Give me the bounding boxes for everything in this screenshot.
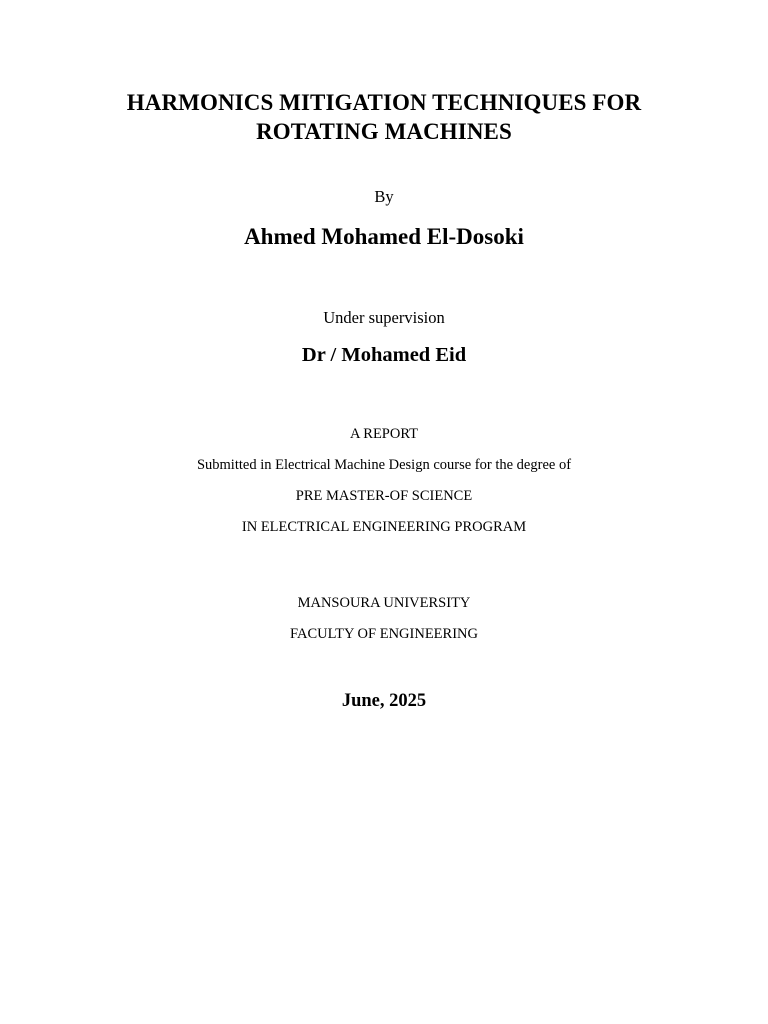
- report-title-line-1: HARMONICS MITIGATION TECHNIQUES FOR: [126, 90, 642, 115]
- author-name: Ahmed Mohamed El-Dosoki: [244, 224, 524, 249]
- submission-statement: Submitted in Electrical Machine Design course for the degree of: [196, 457, 572, 473]
- faculty-name: FACULTY OF ENGINEERING: [290, 626, 478, 642]
- by-label: By: [374, 187, 394, 206]
- degree-name: PRE MASTER-OF SCIENCE: [295, 488, 473, 504]
- report-title: [0, 88, 768, 146]
- report-date: June, 2025: [341, 691, 427, 711]
- program-name: IN ELECTRICAL ENGINEERING PROGRAM: [241, 519, 527, 535]
- report-title-line-2: ROTATING MACHINES: [256, 119, 512, 144]
- report-type: A REPORT: [349, 426, 419, 442]
- supervision-label: Under supervision: [323, 308, 445, 327]
- supervisor-name: Dr / Mohamed Eid: [301, 344, 467, 366]
- university-name: MANSOURA UNIVERSITY: [297, 595, 471, 611]
